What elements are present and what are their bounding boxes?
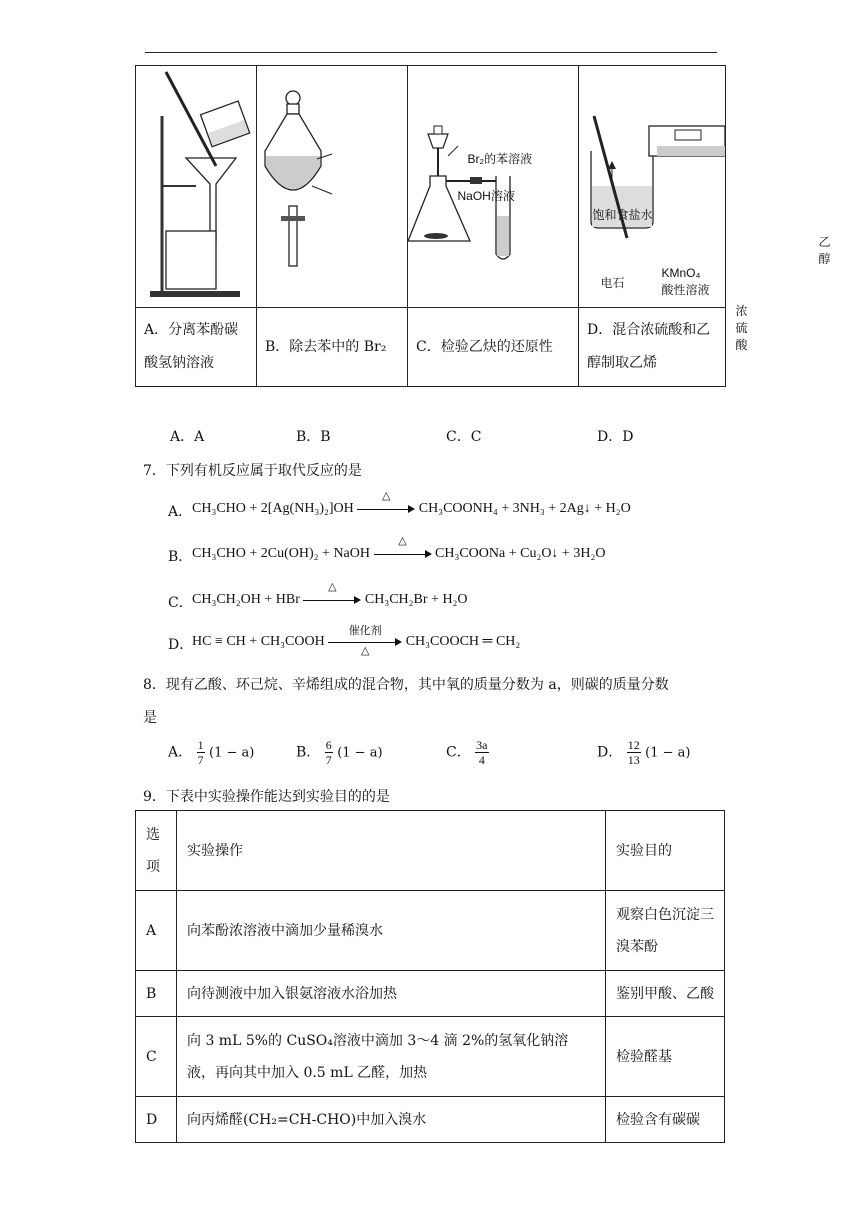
fraction — [627, 738, 641, 767]
heat-symbol: △ — [360, 644, 370, 657]
mixing-acids-image — [579, 66, 725, 303]
q7-option-a[interactable] — [168, 489, 688, 521]
heat-symbol: △ — [382, 489, 391, 502]
q7-c-products: CH₃CH₂Br + H₂O — [364, 592, 468, 607]
row-option: B — [136, 971, 177, 1017]
q8-b-tail: (1 − a) — [337, 745, 383, 761]
denominator: 7 — [197, 753, 204, 767]
table-row — [136, 1017, 725, 1097]
label-naoh-solution: NaOH溶液 — [457, 188, 515, 203]
acetylene-generator-image — [408, 66, 578, 303]
row-option: D — [136, 1097, 177, 1143]
q8-label-c: C． — [446, 744, 471, 761]
row-operation: 向待测液中加入银氨溶液水浴加热 — [177, 971, 606, 1017]
q7-stem: 7．下列有机反应属于取代反应的是 — [143, 463, 362, 479]
q7-label-c: C． — [168, 595, 193, 611]
caption-b: B．除去苯中的 Br₂ — [257, 308, 408, 387]
row-option: C — [136, 1017, 177, 1097]
q8-option-b[interactable] — [296, 738, 383, 767]
q6-option-d[interactable]: D．D — [597, 429, 634, 445]
reaction-arrow — [357, 489, 415, 515]
row-goal: 检验含有碳碳 — [606, 1097, 725, 1143]
row-goal: 检验醛基 — [606, 1017, 725, 1097]
q7-option-b[interactable] — [168, 534, 606, 566]
q7-a-products: CH₃COONH₄ + 3NH₃ + 2Ag↓ + H₂O — [418, 501, 631, 516]
q7-b-products: CH₃COONa + Cu₂O↓ + 3H₂O — [435, 546, 606, 561]
q8-option-a[interactable] — [168, 738, 254, 767]
separatory-funnel-image — [257, 66, 407, 303]
label-br2-benzene: Br₂的苯溶液 — [467, 151, 533, 166]
row-option: A — [136, 891, 177, 971]
denominator: 13 — [627, 753, 640, 767]
q8-label-a: A． — [168, 744, 193, 761]
q9-table — [135, 810, 725, 1143]
label-kmno4: KMnO₄ — [661, 265, 701, 280]
numerator: 6 — [325, 738, 332, 752]
q6-apparatus-table — [135, 65, 831, 387]
denominator: 7 — [325, 753, 332, 767]
q8-stem: 8．现有乙酸、环己烷、辛烯组成的混合物，其中氧的质量分数为 a，则碳的质量分数 — [143, 677, 669, 693]
q8-option-d[interactable] — [597, 738, 690, 767]
reaction-arrow — [303, 580, 361, 606]
header-rule — [145, 52, 717, 53]
q6-option-a[interactable]: A．A — [170, 429, 205, 445]
label-calcium-carbide: 电石 — [600, 275, 625, 290]
label-ethanol: 乙醇 — [818, 234, 831, 266]
caption-d: D．混合浓硫酸和乙醇制取乙烯 — [579, 308, 726, 387]
q7-a-reactants: CH₃CHO + 2[Ag(NH₃)₂]OH — [192, 501, 354, 516]
caption-a: A．分离苯酚碳酸氢钠溶液 — [136, 308, 257, 387]
numerator: 3a — [476, 738, 488, 752]
q8-label-b: B． — [296, 744, 321, 761]
label-conc-sulfuric-acid: 浓硫酸 — [735, 303, 748, 352]
row-operation: 向 3 mL 5%的 CuSO₄溶液中滴加 3～4 滴 2%的氢氧化钠溶液，再向其中加入 0.5 mL 乙醛，加热 — [177, 1017, 606, 1097]
q7-label-a: A． — [168, 504, 193, 520]
q8-option-c[interactable] — [446, 738, 489, 767]
header-option: 选项 — [136, 811, 177, 891]
numerator: 1 — [197, 738, 204, 752]
q9-stem: 9．下表中实验操作能达到实验目的的是 — [143, 789, 390, 805]
q7-c-reactants: CH₃CH₂OH + HBr — [192, 592, 300, 607]
numerator: 12 — [627, 738, 640, 752]
fraction — [325, 738, 333, 767]
q8-label-d: D． — [597, 744, 623, 761]
label-acidic-solution: 酸性溶液 — [661, 282, 710, 297]
header-goal: 实验目的 — [606, 811, 725, 891]
q7-option-d[interactable] — [168, 624, 521, 657]
label-saturated-brine: 饱和食盐水 — [592, 207, 653, 222]
table-row — [136, 971, 725, 1017]
q8-a-tail: (1 − a) — [209, 745, 255, 761]
row-goal: 观察白色沉淀三溴苯酚 — [606, 891, 725, 971]
row-goal: 鉴别甲酸、乙酸 — [606, 971, 725, 1017]
row-operation: 向丙烯醛(CH₂=CH-CHO)中加入溴水 — [177, 1097, 606, 1143]
caption-c: C．检验乙炔的还原性 — [408, 308, 579, 387]
heat-symbol: △ — [398, 534, 407, 547]
table-row — [136, 891, 725, 971]
reaction-arrow — [374, 534, 432, 560]
table-header-row — [136, 811, 725, 891]
q7-b-reactants: CH₃CHO + 2Cu(OH)₂ + NaOH — [192, 546, 370, 561]
heat-symbol: △ — [328, 580, 337, 593]
q8-d-tail: (1 − a) — [645, 745, 691, 761]
row-operation: 向苯酚浓溶液中滴加少量稀溴水 — [177, 891, 606, 971]
header-operation: 实验操作 — [177, 811, 606, 891]
apparatus-a-cell — [136, 66, 257, 308]
fraction — [475, 738, 488, 767]
q7-option-c[interactable] — [168, 580, 468, 612]
denominator: 4 — [478, 753, 485, 767]
q6-option-b[interactable]: B．B — [296, 429, 331, 445]
catalyst-label: 催化剂 — [348, 624, 382, 637]
table-row — [136, 1097, 725, 1143]
q7-d-products: CH₃COOCH ═ CH₂ — [405, 634, 521, 649]
q7-d-reactants: HC ≡ CH + CH₃COOH — [192, 634, 325, 649]
filtration-apparatus-image — [136, 66, 256, 303]
q6-option-c[interactable]: C．C — [446, 429, 482, 445]
q8-stem-cont: 是 — [143, 710, 157, 726]
q7-label-d: D． — [168, 637, 194, 653]
apparatus-b-cell — [257, 66, 533, 308]
fraction — [197, 738, 205, 767]
reaction-arrow — [328, 624, 402, 657]
q7-label-b: B． — [168, 549, 193, 565]
